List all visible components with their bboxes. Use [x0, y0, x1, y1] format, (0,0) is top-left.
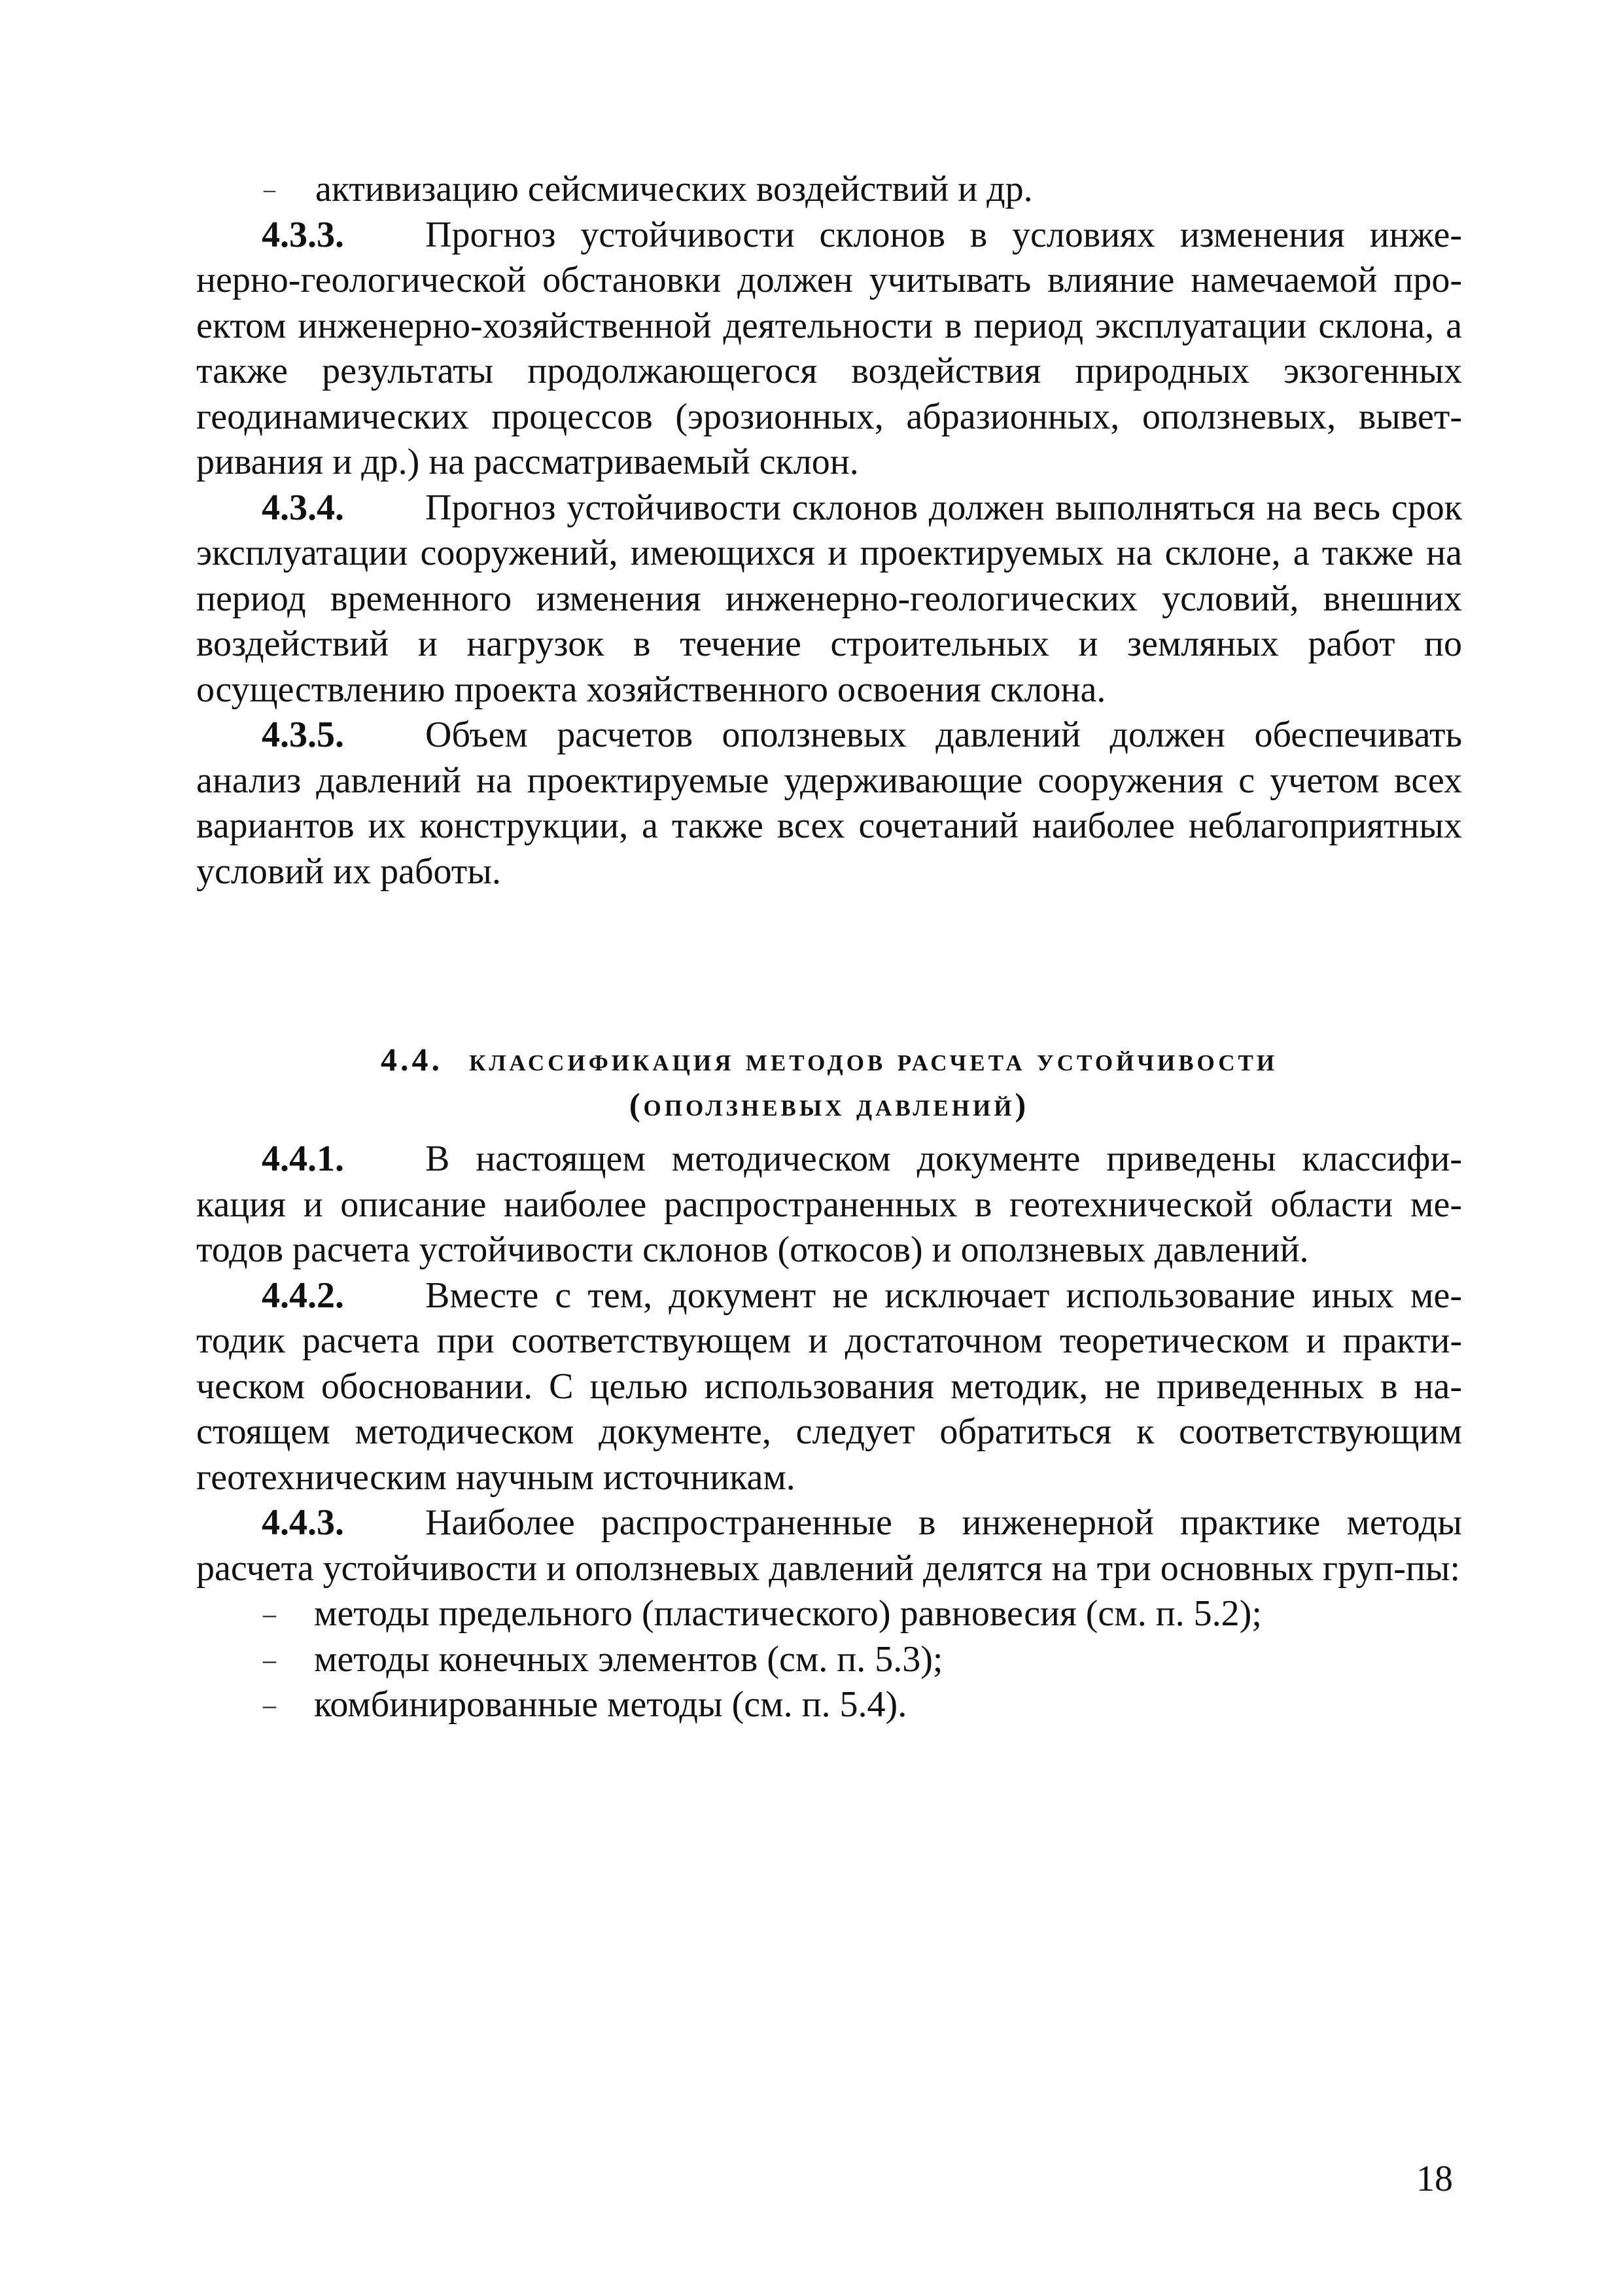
paragraph-number: 4.4.2. [262, 1275, 344, 1316]
paragraph-4-3-3 [196, 213, 1462, 486]
bullet-dash: – [263, 1690, 276, 1720]
intro-bullet-item [196, 167, 1462, 213]
paragraph-number: 4.3.3. [262, 214, 344, 255]
page-content [196, 167, 1462, 1728]
paragraph-text: Наиболее распространенные в инженерной практике методы расчета устойчивости и оползневых давлений делятся на три основных груп-пы: [196, 1502, 1462, 1589]
section-heading-line2 [196, 1082, 1462, 1127]
list-item [196, 1637, 1462, 1683]
bullet-dash: – [264, 176, 275, 202]
list-item-text: комбинированные методы (см. п. 5.4). [314, 1684, 907, 1725]
methods-list [196, 1591, 1462, 1728]
bullet-dash: – [263, 1644, 276, 1674]
page-number: 18 [1416, 2159, 1453, 2199]
list-item-text: методы конечных элементов (см. п. 5.3); [314, 1638, 943, 1680]
bullet-text: активизацию сейсмических воздействий и др. [315, 169, 1033, 209]
paragraph-4-4-3 [196, 1500, 1462, 1591]
paragraph-text: Прогноз устойчивости склонов в условиях изменения инже-нерно-геологической обстановки должен учитывать влияние намечаемой про-ектом инженерно-хозяйственной деятельности в период эксплуатации склона, а также результаты продолжающегося воздействия природных экзогенных геодинамических процессов (эрозионных, абразионных, оползневых, вывет-ривания и др.) на рассматриваемый склон. [196, 214, 1462, 482]
section-heading-line1 [196, 1037, 1462, 1082]
section-number: 4.4. [380, 1041, 443, 1078]
list-item-text: методы предельного (пластического) равновесия (см. п. 5.2); [314, 1593, 1262, 1634]
paragraph-text: Прогноз устойчивости склонов должен выполняться на весь срок эксплуатации сооружений, имеющихся и проектируемых на склоне, а также на период временного изменения инженерно-геологических условий, внешних воздействий и нагрузок в течение строительных и земляных работ по осуществлению проекта хозяйственного освоения склона. [196, 487, 1462, 710]
paragraph-4-3-4 [196, 486, 1462, 713]
section-title-line1: классификация методов расчета устойчивости [468, 1041, 1278, 1078]
paragraph-4-4-1 [196, 1137, 1462, 1273]
list-item [196, 1682, 1462, 1728]
paragraph-number: 4.4.1. [262, 1139, 344, 1179]
bullet-dash: – [263, 1599, 276, 1629]
paragraph-text: Объем расчетов оползневых давлений должен обеспечивать анализ давлений на проектируемые удерживающие сооружения с учетом всех вариантов их конструкции, а также всех сочетаний наиболее неблагоприятных условий их работы. [196, 715, 1462, 892]
paragraph-4-3-5 [196, 713, 1462, 894]
paragraph-4-4-2 [196, 1273, 1462, 1501]
paragraph-text: Вместе с тем, документ не исключает использование иных ме-тодик расчета при соответствующем и достаточном теоретическом и практи-ческом обосновании. С целью использования методик, не приведенных в на-стоящем методическом документе, следует обратиться к соответствующим геотехническим научным источникам. [196, 1275, 1462, 1498]
list-item [196, 1591, 1462, 1637]
paragraph-number: 4.4.3. [262, 1502, 344, 1543]
paragraph-text: В настоящем методическом документе приведены классифи-кация и описание наиболее распространенных в геотехнической области ме-тодов расчета устойчивости склонов (откосов) и оползневых давлений. [196, 1139, 1462, 1270]
paragraph-number: 4.3.5. [262, 715, 344, 755]
paragraph-number: 4.3.4. [262, 487, 344, 528]
section-heading-4-4 [196, 1037, 1462, 1127]
section-title-line2: (оползневых давлений) [629, 1086, 1030, 1123]
